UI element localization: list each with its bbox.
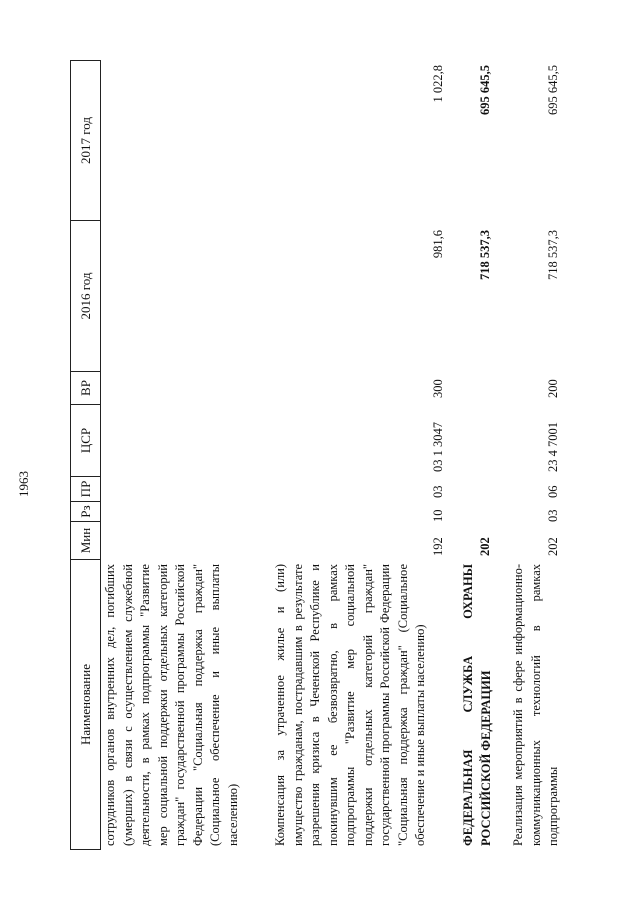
row-vr: 200 <box>546 379 560 398</box>
row-name: Компенсация за утраченное жилье и (или) имущество гражданам, пострадавшим в результате разрешения кризиса в Чеченской Республике и покинувшим ее безвозвратно, в рамках подпрограммы "Развитие мер социальной поддержки отдельных категорий граждан" государственной программы Российской Федерации "Социальная поддержка граждан" (Социальное обеспечение и иные выплаты населению) <box>273 564 427 846</box>
row-vr: 300 <box>431 379 445 398</box>
header-csr: ЦСР <box>71 405 100 477</box>
row-pr: 06 <box>546 485 560 498</box>
row-min: 192 <box>431 537 445 556</box>
row-2017: 695 645,5 <box>478 65 492 115</box>
row-name: Реализация мероприятий в сфере информационно-коммуникационных технологий в рамках подпрограммы <box>511 564 560 846</box>
row-csr: 23 4 7001 <box>546 422 560 472</box>
header-2017: 2017 год <box>71 60 100 221</box>
row-min: 202 <box>546 537 560 556</box>
header-vr: ВР <box>71 372 100 405</box>
budget-table <box>70 55 565 850</box>
row-2016: 981,6 <box>431 230 445 259</box>
row-2016: 718 537,3 <box>546 230 560 280</box>
header-pr: ПР <box>71 477 100 502</box>
row-pr: 03 <box>431 485 445 498</box>
row-2017: 1 022,8 <box>431 65 445 103</box>
row-rz: 03 <box>546 509 560 522</box>
header-name: Наименование <box>71 560 100 850</box>
row-min: 202 <box>478 537 492 556</box>
row-name: сотрудников органов внутренних дел, погибших (умерших) в связи с осуществлением служебной деятельности, в рамках подпрограммы "Развитие мер социальной поддержки отдельных категорий граждан" государственной программы Российской Федерации "Социальная поддержка граждан" (Социальное обеспечение и иные выплаты населению) <box>103 564 240 846</box>
page-number: 1963 <box>16 471 31 497</box>
header-2016: 2016 год <box>71 221 100 372</box>
row-csr: 03 1 3047 <box>431 422 445 472</box>
table-header <box>70 60 101 850</box>
row-2016: 718 537,3 <box>478 230 492 280</box>
header-min: Мин <box>71 522 100 560</box>
header-rz: Рз <box>71 502 100 522</box>
row-2017: 695 645,5 <box>546 65 560 115</box>
row-rz: 10 <box>431 509 445 522</box>
row-name: ФЕДЕРАЛЬНАЯ СЛУЖБА ОХРАНЫ РОССИЙСКОЙ ФЕДЕРАЦИИ <box>461 564 493 846</box>
